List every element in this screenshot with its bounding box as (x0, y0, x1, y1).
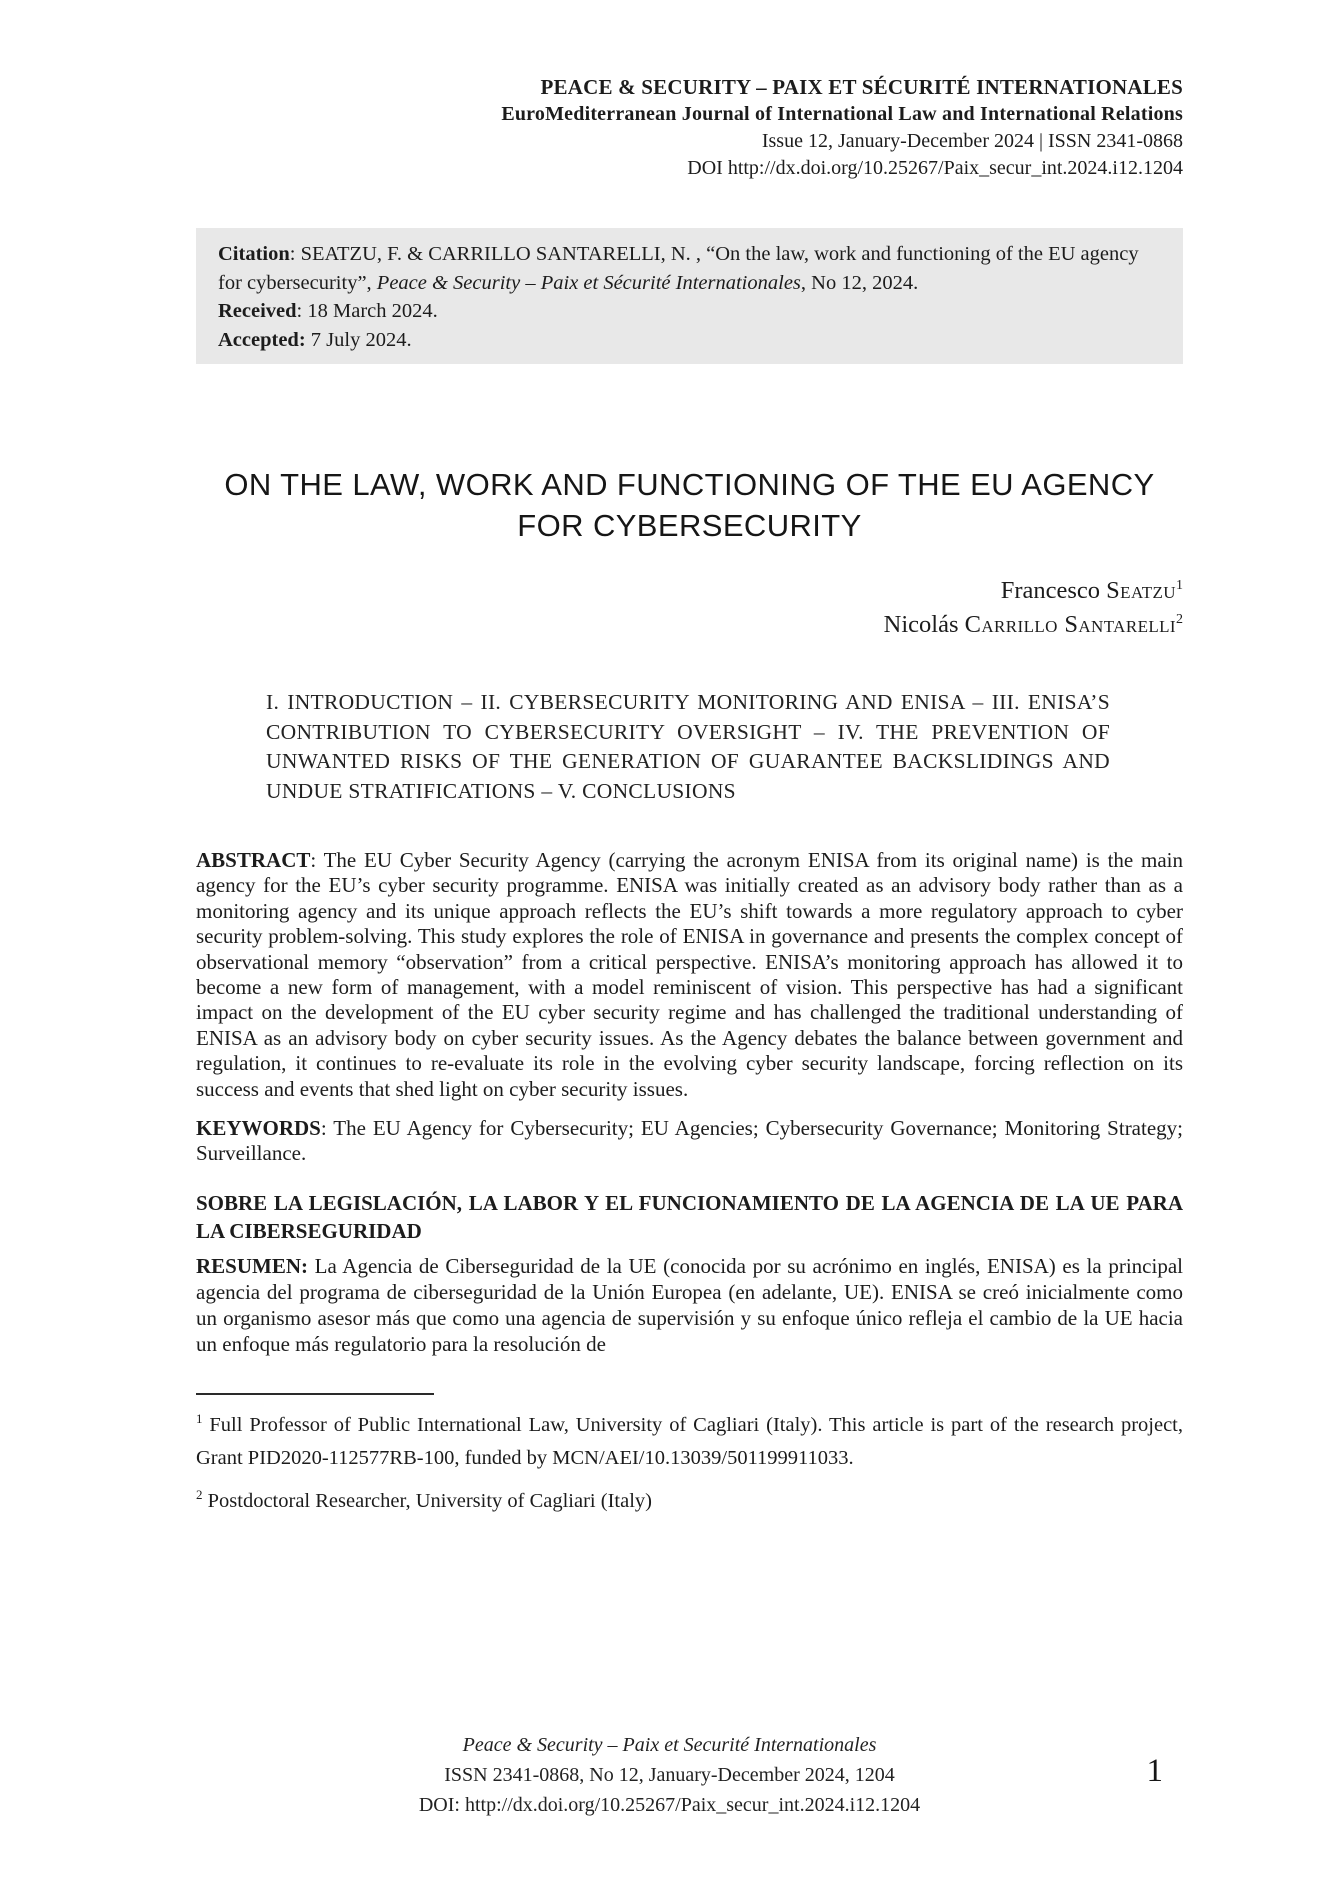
citation-text (218, 240, 1161, 297)
page-number: 1 (1146, 1753, 1163, 1789)
footnote-1 (196, 1409, 1183, 1475)
page-footer (0, 1730, 1339, 1820)
journal-issue-issn: Issue 12, January-December 2024 | ISSN 2341-0868 (761, 130, 1183, 152)
footnote-1-text: Full Professor of Public International Law, University of Cagliari (Italy). This article is part of the research project, Grant PID2020-112577RB-100, funded by MCN/AEI/10.13039/501199911033. (196, 1413, 1183, 1469)
article-title: ON THE LAW, WORK AND FUNCTIONING OF THE EU AGENCY FOR CYBERSECURITY (224, 467, 1155, 543)
keywords-paragraph (196, 1116, 1183, 1167)
author-2-footnote-marker: 2 (1176, 611, 1183, 627)
author-list (196, 574, 1183, 642)
footnote-1-marker: 1 (196, 1411, 203, 1427)
resumen-text: La Agencia de Ciberseguridad de la UE (conocida por su acrónimo en inglés, ENISA) es la principal agencia del programa de ciberseguridad de la Unión Europea (en adelante, UE). ENISA se creó inicialmente como un organismo asesor más que como una agencia de supervisión y su enfoque único refleja el cambio de la UE hacia un enfoque más regulatorio para la resolución de (196, 1253, 1183, 1356)
keywords-label: KEYWORDS (196, 1116, 321, 1141)
accepted-line (218, 326, 1161, 355)
footer-journal-title: Peace & Security – Paix et Securité Internationales (462, 1734, 877, 1756)
resumen-paragraph (196, 1253, 1183, 1357)
journal-subtitle: EuroMediterranean Journal of International Law and International Relations (501, 103, 1183, 125)
citation-journal-italic: Peace & Security – Paix et Sécurité Internationales (376, 271, 801, 294)
accepted-label: Accepted: (218, 328, 306, 351)
footnote-2-marker: 2 (196, 1487, 203, 1503)
footer-issn-line: ISSN 2341-0868, No 12, January-December 2024, 1204 (444, 1764, 895, 1786)
accepted-value: 7 July 2024. (305, 328, 412, 351)
keywords-text: : The EU Agency for Cybersecurity; EU Agencies; Cybersecurity Governance; Monitoring Strategy; Surveillance. (196, 1116, 1183, 1166)
received-line (218, 297, 1161, 326)
citation-body-post: , No 12, 2024. (800, 271, 919, 294)
spanish-title-heading: SOBRE LA LEGISLACIÓN, LA LABOR Y EL FUNCIONAMIENTO DE LA AGENCIA DE LA UE PARA LA CIBERSEGURIDAD (196, 1190, 1183, 1243)
author-2 (196, 608, 1183, 642)
footnote-2-text: Postdoctoral Researcher, University of Cagliari (Italy) (202, 1489, 652, 1512)
footnote-divider (196, 1393, 434, 1395)
footnote-2 (196, 1485, 1183, 1518)
citation-box (196, 228, 1183, 364)
section-outline: I. INTRODUCTION – II. CYBERSECURITY MONITORING AND ENISA – III. ENISA’S CONTRIBUTION TO CYBERSECURITY OVERSIGHT – IV. THE PREVENTION OF UNWANTED RISKS OF THE GENERATION OF GUARANTEE BACKSLIDINGS AND UNDUE STRATIFICATIONS – V. CONCLUSIONS (266, 690, 1110, 803)
author-1-footnote-marker: 1 (1176, 577, 1183, 593)
author-1-surname: Seatzu (1106, 577, 1176, 604)
author-2-given: Nicolás (883, 611, 965, 638)
footnotes-section (196, 1393, 1183, 1518)
citation-body-pre: : SEATZU, F. & CARRILLO SANTARELLI, N. , “On the law, work and functioning of the EU agency for cybersecurity”, (218, 243, 1139, 294)
citation-label: Citation (218, 243, 290, 265)
resumen-label: RESUMEN: (196, 1253, 309, 1278)
author-1-given: Francesco (1000, 577, 1107, 604)
journal-doi: DOI http://dx.doi.org/10.25267/Paix_secur_int.2024.i12.1204 (687, 157, 1183, 179)
author-2-surname: Carrillo Santarelli (964, 611, 1176, 638)
received-value: : 18 March 2024. (296, 300, 438, 322)
journal-masthead (196, 0, 1183, 182)
author-1 (196, 574, 1183, 608)
footer-doi-line: DOI: http://dx.doi.org/10.25267/Paix_secur_int.2024.i12.1204 (418, 1794, 921, 1816)
abstract-text: : The EU Cyber Security Agency (carrying the acronym ENISA from its original name) is the main agency for the EU’s cyber security programme. ENISA was initially created as an advisory body rather than as a monitoring agency and its unique approach reflects the EU’s shift towards a more regulatory approach to cyber security problem-solving. This study explores the role of ENISA in governance and presents the complex concept of observational memory “observation” from a critical perspective. ENISA’s monitoring approach has allowed it to become a new form of management, with a model reminiscent of vision. This perspective has had a significant impact on the development of the EU cyber security regime and has challenged the traditional understanding of ENISA as an advisory body on cyber security issues. As the Agency debates the balance between government and regulation, it continues to re-evaluate its role in the evolving cyber security landscape, forcing reflection on its success and events that shed light on cyber security issues. (196, 848, 1183, 1101)
abstract-paragraph (196, 848, 1183, 1102)
abstract-label: ABSTRACT (196, 848, 311, 872)
received-label: Received (218, 300, 297, 322)
journal-title: PEACE & SECURITY – PAIX ET SÉCURITÉ INTERNATIONALES (540, 75, 1183, 99)
